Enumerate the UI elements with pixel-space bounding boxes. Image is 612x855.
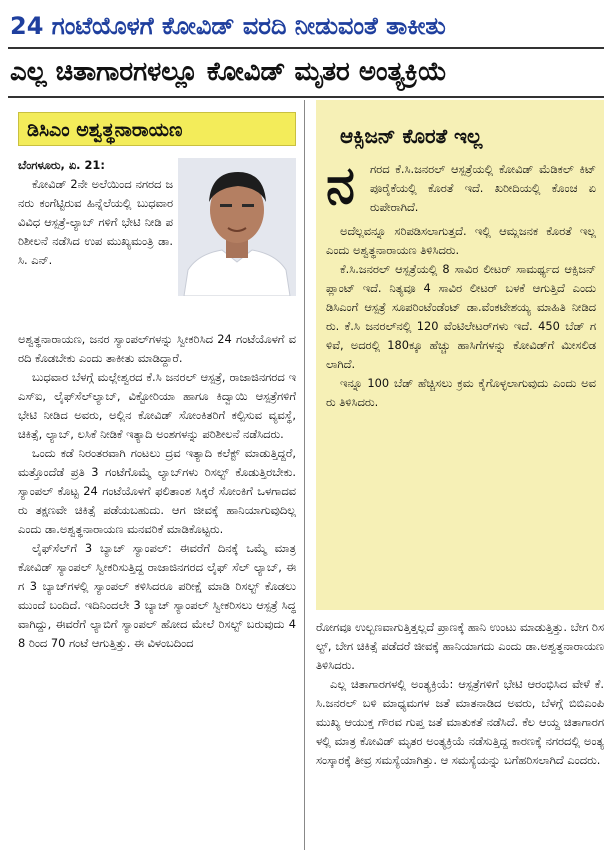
paragraph-4: ಲೈಫ್‌ಸೆಲ್‌ಗೆ 3 ಬ್ಯಾಚ್ ಸ್ಯಾಂಪಲ್: ಈವರೆಗೆ ದಿನಕ್ಕೆ ಒಮ್ಮೆ ಮಾತ್ರ ಕೋವಿಡ್ ಸ್ಯಾಂಪಲ್ ಸ್ವೀಕರಿಸುತ್ತಿದ್ದ ರಾಜಾಜಿನಗರದ ಲೈಫ್ ಸೆಲ್ ಲ್ಯಾಬ್, ಈಗ 3 ಬ್ಯಾಚ್‌ಗಳಲ್ಲಿ ಸ್ಯಾಂಪಲ್ ಕಳಿಸಿದರೂ ಪರೀಕ್ಷೆ ಮಾಡಿ ರಿಸಲ್ಟ್ ಕೊಡಲು ಮುಂದೆ ಬಂದಿದೆ. ಇದಿನಿಂದಲೇ 3 ಬ್ಯಾಚ್ ಸ್ಯಾಂಪಲ್ ಸ್ವೀಕರಿಸಲು ಆಸ್ಪತ್ರೆ ಸಿದ್ಧವಾಗಿದ್ದು, ಈವರೆಗೆ ಲ್ಯಾಬಿಗೆ ಸ್ಯಾಂಪಲ್ ಹೋದ ಮೇಲೆ ರಿಸಲ್ಟ್ ಬರುವುದು 48 ರಿಂದ 70 ಗಂಟೆ ಆಗುತ್ತಿತ್ತು. ಈ ವಿಳಂಬದಿಂದ bbox=[18, 541, 296, 650]
headline-rule bbox=[8, 47, 604, 49]
top-headline: 24 ಗಂಟೆಯೊಳಗೆ ಕೋವಿಡ್ ವರದಿ ನೀಡುವಂತೆ ತಾಕೀತು bbox=[10, 12, 446, 40]
headline-rule-bottom bbox=[8, 96, 604, 98]
column-divider bbox=[304, 100, 305, 850]
dateline: ಬೆಂಗಳೂರು, ಏ. 21: bbox=[18, 158, 105, 172]
sidebar-lead-text: ಗರದ ಕೆ.ಸಿ.ಜನರಲ್ ಆಸ್ಪತ್ರೆಯಲ್ಲಿ ಕೋವಿಡ್ ಮೆಡಿಕಲ್ ಕಿಟ್ ಪೂರೈಕೆಯಲ್ಲಿ ಕೊರತೆ ಇದೆ. ಖರೀದಿಯಲ್ಲಿ ಕೊಂಚ ಏರುಪೇರಾಗಿದೆ. bbox=[370, 162, 596, 214]
main-story-body bbox=[18, 330, 296, 850]
sidebar-paragraph-2: ಕೆ.ಸಿ.ಜನರಲ್ ಆಸ್ಪತ್ರೆಯಲ್ಲಿ 8 ಸಾವಿರ ಲೀಟರ್ ಸಾಮರ್ಥ್ಯದ ಆಕ್ಸಿಜನ್ ಪ್ಲಾಂಟ್ ಇದೆ. ನಿತ್ಯವೂ 4 ಸಾವಿರ ಲೀಟರ್ ಬಳಕೆ ಆಗುತ್ತಿದೆ ಎಂದು ಡಿಸಿಎಂಗೆ ಆಸ್ಪತ್ರೆ ಸೂಪರಿಂಟೆಂಡೆಂಟ್ ಡಾ.ವೆಂಕಟೇಶಯ್ಯ ಮಾಹಿತಿ ನೀಡಿದರು. ಕೆ.ಸಿ ಜನರಲ್‌ನಲ್ಲಿ 120 ವೆಂಟಿಲೇಟರ್‌ಗಳು ಇದೆ. 450 ಬೆಡ್ ಗಳಿವೆ, ಅದರಲ್ಲಿ 180ಕ್ಕೂ ಹೆಚ್ಚು ಹಾಸಿಗೆಗಳನ್ನು ಕೋವಿಡ್‌ಗೆ ಮೀಸಲಿಡಲಾಗಿದೆ. bbox=[326, 262, 596, 371]
person-icon bbox=[178, 158, 296, 296]
paragraph-3: ಒಂದು ಕಡೆ ನಿರಂತರವಾಗಿ ಗಂಟಲು ದ್ರವ ಇತ್ಯಾದಿ ಕಲೆಕ್ಟ್ ಮಾಡುತ್ತಿದ್ದರೆ, ಮತ್ತೊಂದೆಡೆ ಪ್ರತಿ 3 ಗಂಟೆಗೊಮ್ಮೆ ಲ್ಯಾಬ್‌ಗಳು ರಿಸಲ್ಟ್ ಕೊಡುತ್ತಿರಬೇಕು. ಸ್ಯಾಂಪಲ್ ಕೊಟ್ಟ 24 ಗಂಟೆಯೊಳಗೆ ಫಲಿತಾಂಶ ಸಿಕ್ಕರೆ ಸೋಂಕಿಗೆ ಒಳಗಾದವರು ತಕ್ಷಣವೇ ಚಿಕಿತ್ಸೆ ಪಡೆಯಬಹುದು. ಆಗ ಜೀವಕ್ಕೆ ಹಾನಿಯಾಗುವುದಿಲ್ಲ ಎಂದು ಡಾ.ಅಶ್ವತ್ಥನಾರಾಯಣ ಮನವರಿಕೆ ಮಾಡಿಕೊಟ್ಟರು. bbox=[18, 446, 296, 536]
continued-paragraph-2: ಎಲ್ಲ ಚಿತಾಗಾರಗಳಲ್ಲಿ ಅಂತ್ಯಕ್ರಿಯೆ: ಆಸ್ಪತ್ರೆಗಳಿಗೆ ಭೇಟಿ ಆರಂಭಿಸಿದ ವೇಳೆ ಕೆ.ಸಿ.ಜನರಲ್ ಬಳಿ ಮಾಧ್ಯಮಗಳ ಜತೆ ಮಾತನಾಡಿದ ಅವರು, ಬೆಳಗ್ಗೆ ಬಿಬಿಎಂಪಿ ಮುಖ್ಯ ಆಯುಕ್ತ ಗೌರವ ಗುಪ್ತ ಜತೆ ಮಾತುಕತೆ ನಡೆಸಿದೆ. ಕೆಲ ಆಯ್ದ ಚಿತಾಗಾರಗಳಲ್ಲಿ ಮಾತ್ರ ಕೋವಿಡ್ ಮೃತರ ಅಂತ್ಯಕ್ರಿಯೆ ನಡೆಸುತ್ತಿದ್ದ ಕಾರಣಕ್ಕೆ ನಗರದಲ್ಲಿ ಅಂತ್ಯ ಸಂಸ್ಕಾರಕ್ಕೆ ತೀವ್ರ ಸಮಸ್ಯೆಯಾಗಿತ್ತು. ಆ ಸಮಸ್ಯೆಯನ್ನು ಬಗೆಹರಿಸಲಾಗಿದೆ ಎಂದರು. bbox=[316, 677, 604, 767]
sidebar-dropcap: ನ bbox=[326, 156, 355, 216]
main-story-continued bbox=[316, 618, 604, 850]
sidebar-title: ಆಕ್ಸಿಜನ್ ಕೊರತೆ ಇಲ್ಲ bbox=[340, 124, 483, 148]
lead-continued: ಅಶ್ವತ್ಥನಾರಾಯಣ, ಜನರ ಸ್ಯಾಂಪಲ್‌ಗಳನ್ನು ಸ್ವೀಕರಿಸಿದ 24 ಗಂಟೆಯೊಳಗೆ ವರದಿ ಕೊಡಬೇಕು ಎಂದು ತಾಕೀತು ಮಾಡಿದ್ದಾರೆ. bbox=[18, 332, 296, 365]
main-headline: ಎಲ್ಲ ಚಿತಾಗಾರಗಳಲ್ಲೂ ಕೋವಿಡ್ ಮೃತರ ಅಂತ್ಯಕ್ರಿಯೆ bbox=[10, 57, 448, 87]
sidebar-lead bbox=[370, 160, 596, 222]
main-story-lead bbox=[18, 156, 173, 328]
sidebar-body bbox=[326, 222, 596, 602]
continued-paragraph-1: ರೋಗವೂ ಉಲ್ಬಣವಾಗುತ್ತಿತ್ತಲ್ಲದೆ ಪ್ರಾಣಕ್ಕೆ ಹಾನಿ ಉಂಟು ಮಾಡುತ್ತಿತ್ತು. ಬೇಗ ರಿಸಲ್ಟ್, ಬೇಗ ಚಿಕಿತ್ಸೆ ಪಡೆದರೆ ಜೀವಕ್ಕೆ ಹಾನಿಯಾಗದು ಎಂದು ಡಾ.ಅಶ್ವತ್ಥನಾರಾಯಣ ತಿಳಿಸಿದರು. bbox=[316, 620, 604, 672]
sidebar-paragraph-3: ಇನ್ನೂ 100 ಬೆಡ್ ಹೆಚ್ಚಿಸಲು ಕ್ರಮ ಕೈಗೊಳ್ಳಲಾಗುವುದು ಎಂದು ಅವರು ತಿಳಿಸಿದರು. bbox=[326, 376, 596, 409]
sidebar-paragraph-1: ಅದೆಲ್ಲವನ್ನೂ ಸರಿಪಡಿಸಲಾಗುತ್ತದೆ. ಇಲ್ಲಿ ಆಮ್ಲಜನಕ ಕೊರತೆ ಇಲ್ಲ ಎಂದು ಅಶ್ವತ್ಥನಾರಾಯಣ ತಿಳಿಸಿದರು. bbox=[326, 224, 596, 257]
paragraph-2: ಬುಧವಾರ ಬೆಳಗ್ಗೆ ಮಲ್ಲೇಶ್ವರದ ಕೆ.ಸಿ ಜನರಲ್ ಆಸ್ಪತ್ರೆ, ರಾಜಾಜಿನಗರದ ಇಎಸ್‌ಐ, ಲೈಫ್‌ಸೆಲ್‌ಲ್ಯಾಬ್, ವಿಕ್ಟೋರಿಯಾ ಹಾಗೂ ಕಿದ್ವಾಯಿ ಆಸ್ಪತ್ರೆಗಳಿಗೆ ಭೇಟಿ ನೀಡಿದ ಅವರು, ಅಲ್ಲಿನ ಕೋವಿಡ್ ಸೋಂಕಿತರಿಗೆ ಕಲ್ಪಿಸುವ ವ್ಯವಸ್ಥೆ, ಚಿಕಿತ್ಸೆ, ಲ್ಯಾಬ್, ಲಸಿಕೆ ನೀಡಿಕೆ ಇತ್ಯಾದಿ ಅಂಶಗಳನ್ನು ಪರಿಶೀಲನೆ ನಡೆಸಿದರು. bbox=[18, 370, 296, 441]
name-banner-text: ಡಿಸಿಎಂ ಅಶ್ವತ್ಥನಾರಾಯಣ bbox=[27, 119, 183, 141]
name-banner bbox=[18, 112, 296, 146]
lead-paragraph: ಕೋವಿಡ್ 2ನೇ ಅಲೆಯಿಂದ ನಗರದ ಜನರು ಕಂಗೆಟ್ಟಿರುವ ಹಿನ್ನೆಲೆಯಲ್ಲಿ ಬುಧವಾರ ವಿವಿಧ ಆಸ್ಪತ್ರೆ-ಲ್ಯಾಬ್ ಗಳಿಗೆ ಭೇಟಿ ನೀಡಿ ಪರಿಶೀಲನೆ ನಡೆಸಿದ ಉಪ ಮುಖ್ಯಮಂತ್ರಿ ಡಾ. ಸಿ. ಎನ್. bbox=[18, 177, 173, 267]
portrait-photo bbox=[178, 158, 296, 296]
